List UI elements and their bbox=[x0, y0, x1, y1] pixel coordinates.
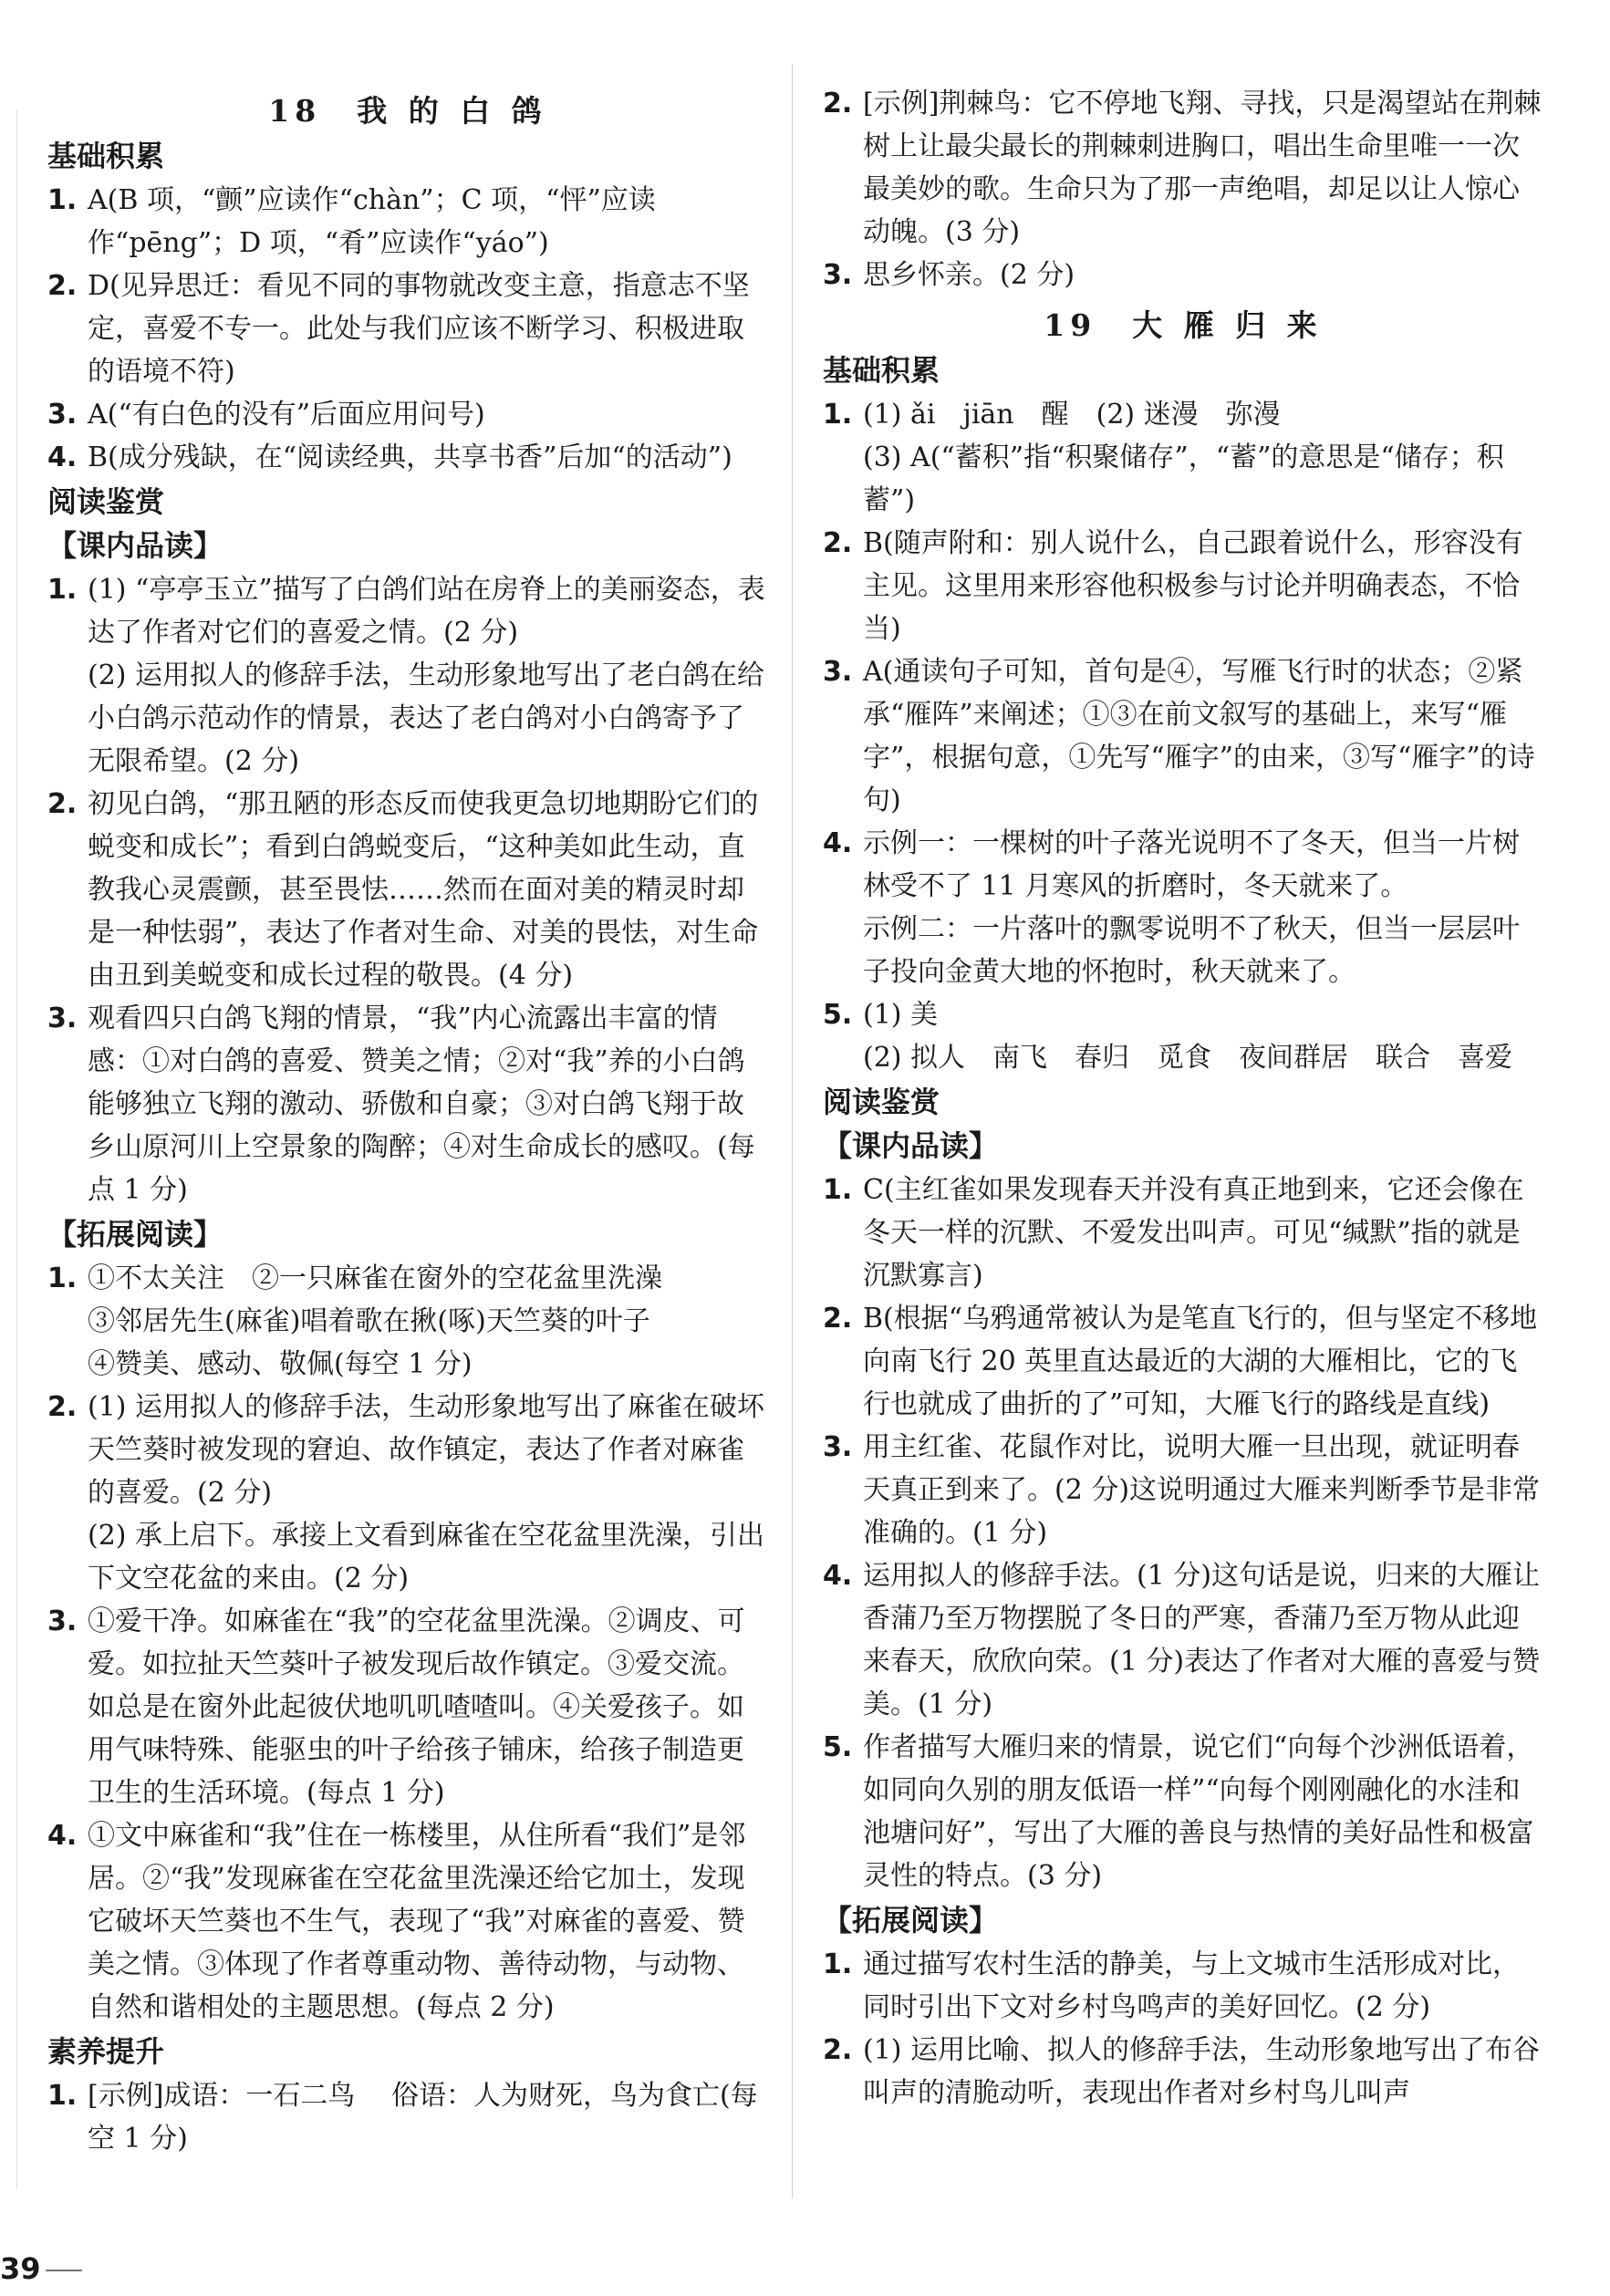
item-number: 1. bbox=[823, 399, 853, 431]
suyang-list bbox=[47, 2074, 768, 2160]
list-item bbox=[47, 1814, 768, 2029]
page-number: 39 bbox=[0, 2251, 41, 2286]
kenei-list bbox=[47, 568, 768, 1211]
heading-kenei: 【课内品读】 bbox=[47, 528, 223, 563]
list-item bbox=[47, 783, 768, 997]
item-text: ④赞美、感动、敬佩(每空 1 分) bbox=[88, 1348, 473, 1380]
item-number: 2. bbox=[47, 270, 78, 302]
item-text: A(B 项，“颤”应读作“chàn”；C 项，“怦”应读作“pēng”；D 项，“肴”应读作“yáo”) bbox=[88, 184, 656, 259]
item-text: 示例二：一片落叶的飘零说明不了秋天，但当一层层叶子投向金黄大地的怀抱时，秋天就来了。 bbox=[863, 913, 1520, 988]
list-item bbox=[47, 1386, 768, 1600]
heading-tuozhan: 【拓展阅读】 bbox=[823, 1903, 999, 1938]
item-text: 用主红雀、花鼠作对比，说明大雁一旦出现，就证明春天真正到来了。(2 分)这说明通过大雁来判断季节是非常准确的。(1 分) bbox=[863, 1431, 1541, 1549]
list-item bbox=[823, 650, 1543, 822]
list-item bbox=[823, 393, 1543, 522]
list-item bbox=[47, 393, 768, 436]
item-text: (1) 美 bbox=[863, 999, 939, 1031]
item-number: 2. bbox=[823, 2034, 853, 2066]
column-divider bbox=[792, 64, 793, 2198]
item-number: 3. bbox=[47, 399, 78, 431]
list-item bbox=[47, 179, 768, 265]
item-number: 1. bbox=[47, 574, 78, 606]
item-text: (3) A(“蓄积”指“积聚储存”，“蓄”的意思是“储存；积蓄”) bbox=[863, 442, 1504, 516]
item-text: 通过描写农村生活的静美，与上文城市生活形成对比，同时引出下文对乡村鸟鸣声的美好回忆。(2 分) bbox=[863, 1948, 1520, 2023]
list-item bbox=[47, 436, 768, 479]
item-text: 运用拟人的修辞手法。(1 分)这句话是说，归来的大雁让香蒲乃至万物摆脱了冬日的严寒，香蒲乃至万物从此迎来春天，欣欣向荣。(1 分)表达了作者对大雁的喜爱与赞美。(1 分) bbox=[863, 1560, 1541, 1720]
right-column bbox=[823, 82, 1543, 2114]
list-item bbox=[47, 1257, 768, 1386]
continued-list bbox=[823, 82, 1543, 296]
item-number: 1. bbox=[47, 1262, 78, 1294]
item-text: C(主红雀如果发现春天并没有真正地到来，它还会像在冬天一样的沉默、不爱发出叫声。可见“缄默”指的就是沉默寡言) bbox=[863, 1174, 1524, 1292]
item-text: 作者描写大雁归来的情景，说它们“向每个沙洲低语着，如同向久别的朋友低语一样”“向每个刚刚融化的水洼和池塘问好”，写出了大雁的善良与热情的美好品性和极富灵性的特点。(3 分) bbox=[863, 1731, 1534, 1892]
item-text: A(“有白色的没有”后面应用问号) bbox=[88, 399, 485, 431]
item-text: 思乡怀亲。(2 分) bbox=[863, 259, 1075, 291]
item-number: 2. bbox=[823, 527, 853, 559]
list-item bbox=[823, 254, 1543, 296]
list-item bbox=[823, 1169, 1543, 1297]
heading-yuedu: 阅读鉴赏 bbox=[47, 484, 165, 519]
item-text: (2) 承上启下。承接上文看到麻雀在空花盆里洗澡，引出下文空花盆的来由。(2 分) bbox=[88, 1520, 765, 1595]
list-item bbox=[823, 1943, 1543, 2029]
list-item bbox=[47, 265, 768, 393]
item-text: ③邻居先生(麻雀)唱着歌在揪(啄)天竺葵的叶子 bbox=[88, 1305, 650, 1337]
item-text: A(通读句子可知，首句是④，写雁飞行时的状态；②紧承“雁阵”来阐述；①③在前文叙写的基础上，来写“雁字”，根据句意，①先写“雁字”的由来，③写“雁字”的诗句) bbox=[863, 656, 1535, 816]
item-number: 2. bbox=[47, 788, 78, 820]
item-text: [示例]成语：一石二鸟 俗语：人为财死，鸟为食亡(每空 1 分) bbox=[88, 2080, 758, 2155]
item-text: (2) 拟人 南飞 春归 觅食 夜间群居 联合 喜爱 bbox=[863, 1042, 1513, 1074]
item-number: 3. bbox=[47, 1003, 78, 1034]
item-text: ①文中麻雀和“我”住在一栋楼里，从住所看“我们”是邻居。②“我”发现麻雀在空花盆里洗澡还给它加土，发现它破坏天竺葵也不生气，表现了“我”对麻雀的喜爱、赞美之情。③体现了作者尊重动物、善待动物，与动物、自然和谐相处的主题思想。(每点 2 分) bbox=[88, 1820, 746, 2023]
item-number: 4. bbox=[823, 1560, 853, 1592]
tuozhan-list bbox=[823, 1943, 1543, 2114]
item-number: 4. bbox=[823, 827, 853, 859]
list-item bbox=[823, 2029, 1543, 2114]
item-text: (1) ǎi jiān 醒 (2) 迷漫 弥漫 bbox=[863, 399, 1281, 431]
section-title-18: 18 我 的 白 鸽 bbox=[268, 93, 547, 129]
list-item bbox=[823, 1297, 1543, 1426]
item-text: 初见白鸽，“那丑陋的形态反而使我更急切地期盼它们的蜕变和成长”；看到白鸽蜕变后，“这种美如此生动，直教我心灵震颤，甚至畏怯……然而在面对美的精灵时却是一种怯弱”，表达了作者对生命、对美的畏怯，对生命由丑到美蜕变和成长过程的敬畏。(4 分) bbox=[88, 788, 759, 992]
list-item bbox=[47, 2074, 768, 2160]
item-number: 3. bbox=[47, 1605, 78, 1637]
item-number: 4. bbox=[47, 1820, 78, 1852]
list-item bbox=[823, 522, 1543, 650]
item-number: 2. bbox=[47, 1391, 78, 1423]
item-text: (2) 运用拟人的修辞手法，生动形象地写出了老白鸽在给小白鸽示范动作的情景，表达了老白鸽对小白鸽寄予了无限希望。(2 分) bbox=[88, 660, 765, 777]
list-item bbox=[823, 1726, 1543, 1897]
item-number: 3. bbox=[823, 656, 853, 688]
item-text: ①不太关注 ②一只麻雀在窗外的空花盆里洗澡 bbox=[88, 1262, 662, 1294]
item-number: 1. bbox=[47, 184, 78, 216]
heading-yuedu: 阅读鉴赏 bbox=[823, 1085, 940, 1119]
left-margin-rule bbox=[16, 109, 17, 2189]
item-text: (1) 运用拟人的修辞手法，生动形象地写出了麻雀在破坏天竺葵时被发现的窘迫、故作镇定，表达了作者对麻雀的喜爱。(2 分) bbox=[88, 1391, 765, 1509]
jichu-list bbox=[823, 393, 1543, 1079]
item-text: B(成分残缺，在“阅读经典，共享书香”后加“的活动”) bbox=[88, 442, 732, 473]
item-number: 3. bbox=[823, 259, 853, 291]
page-number-dash bbox=[46, 2270, 82, 2271]
heading-suyang: 素养提升 bbox=[47, 2034, 165, 2069]
item-text: 示例一：一棵树的叶子落光说明不了冬天，但当一片树林受不了 11 月寒风的折磨时，冬天就来了。 bbox=[863, 827, 1520, 902]
item-number: 1. bbox=[823, 1948, 853, 1980]
item-number: 1. bbox=[823, 1174, 853, 1206]
item-text: B(随声附和：别人说什么，自己跟着说什么，形容没有主见。这里用来形容他积极参与讨论并明确表态，不恰当) bbox=[863, 527, 1523, 645]
list-item bbox=[823, 1426, 1543, 1554]
item-number: 5. bbox=[823, 1731, 853, 1763]
list-item bbox=[47, 997, 768, 1211]
item-text: D(见异思迁：看见不同的事物就改变主意，指意志不坚定，喜爱不专一。此处与我们应该不断学习、积极进取的语境不符) bbox=[88, 270, 750, 388]
heading-kenei: 【课内品读】 bbox=[823, 1128, 999, 1163]
kenei-list bbox=[823, 1169, 1543, 1897]
item-text: (1) 运用比喻、拟人的修辞手法，生动形象地写出了布谷叫声的清脆动听，表现出作者对乡村鸟儿叫声 bbox=[863, 2034, 1541, 2109]
item-text: (1) “亭亭玉立”描写了白鸽们站在房脊上的美丽姿态，表达了作者对它们的喜爱之情。(2 分) bbox=[88, 574, 765, 649]
item-number: 4. bbox=[47, 442, 78, 473]
item-number: 5. bbox=[823, 999, 853, 1031]
list-item bbox=[47, 1600, 768, 1814]
item-text: B(根据“乌鸦通常被认为是笔直飞行的，但与坚定不移地向南飞行 20 英里直达最近的大湖的大雁相比，它的飞行也就成了曲折的了”可知，大雁飞行的路线是直线) bbox=[863, 1303, 1538, 1420]
item-text: [示例]荆棘鸟：它不停地飞翔、寻找，只是渴望站在荆棘树上让最尖最长的荆棘刺进胸口，唱出生命里唯一一次最美妙的歌。生命只为了那一声绝唱，却足以让人惊心动魄。(3 分) bbox=[863, 88, 1542, 248]
list-item bbox=[823, 993, 1543, 1079]
section-title-19: 19 大 雁 归 来 bbox=[1044, 307, 1323, 343]
list-item bbox=[47, 568, 768, 783]
list-item bbox=[823, 1554, 1543, 1726]
jichu-list bbox=[47, 179, 768, 479]
item-number: 1. bbox=[47, 2080, 78, 2112]
item-text: ①爱干净。如麻雀在“我”的空花盆里洗澡。②调皮、可爱。如拉扯天竺葵叶子被发现后故作镇定。③爱交流。如总是在窗外此起彼伏地叽叽喳喳叫。④关爱孩子。如用气味特殊、能驱虫的叶子给孩子铺床，给孩子制造更卫生的生活环境。(每点 1 分) bbox=[88, 1605, 745, 1809]
item-number: 2. bbox=[823, 1303, 853, 1335]
list-item bbox=[823, 82, 1543, 254]
left-column bbox=[47, 82, 768, 2160]
item-text: 观看四只白鸽飞翔的情景，“我”内心流露出丰富的情感：①对白鸽的喜爱、赞美之情；②对“我”养的小白鸽能够独立飞翔的激动、骄傲和自豪；③对白鸽飞翔于故乡山原河川上空景象的陶醉；④对生命成长的感叹。(每点 1 分) bbox=[88, 1003, 755, 1206]
tuozhan-list bbox=[47, 1257, 768, 2029]
heading-jichu: 基础积累 bbox=[823, 353, 940, 388]
item-number: 3. bbox=[823, 1431, 853, 1463]
heading-jichu: 基础积累 bbox=[47, 139, 165, 173]
heading-tuozhan: 【拓展阅读】 bbox=[47, 1217, 223, 1252]
item-number: 2. bbox=[823, 88, 853, 119]
list-item bbox=[823, 822, 1543, 993]
